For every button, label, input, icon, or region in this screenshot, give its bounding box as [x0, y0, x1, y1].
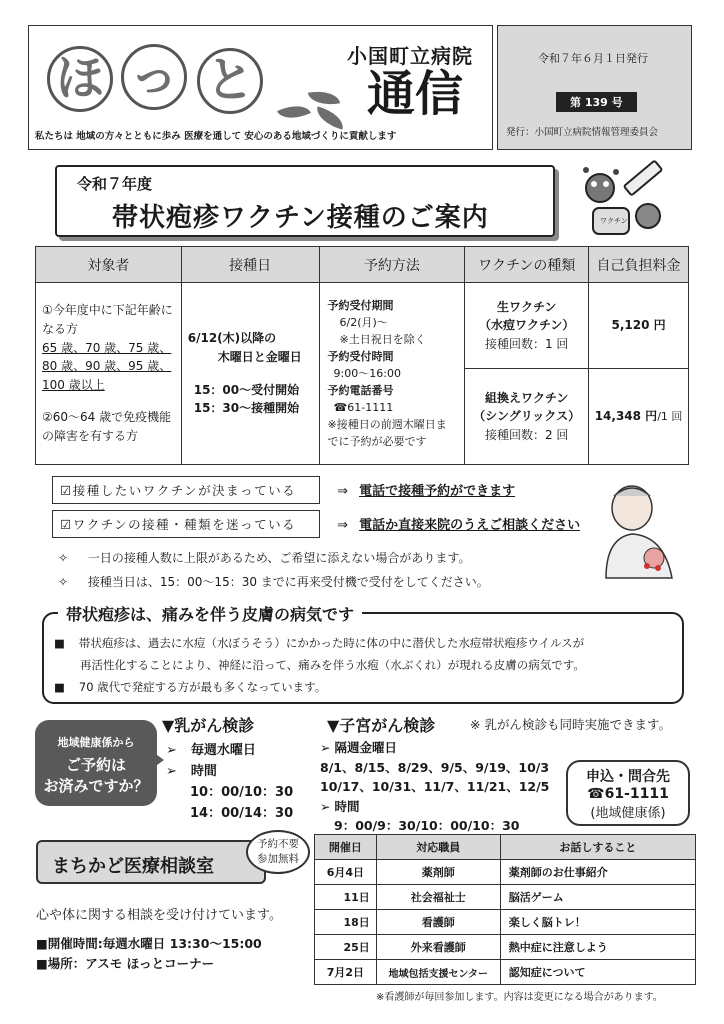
target-cell: [36, 283, 182, 465]
uterine-title: ▼子宮がん検診: [327, 716, 436, 735]
date-main: 6/12(木)以降の: [187, 331, 277, 346]
vaccine-year: 令和７年度: [77, 175, 153, 193]
shingles-body: [54, 632, 585, 698]
resv-phone: ☎61-1111: [333, 401, 394, 415]
header-date: 接種日: [181, 247, 319, 283]
header-fee: 自己負担料金: [589, 247, 689, 283]
consult-header-topic: お話しすること: [500, 835, 695, 860]
reservation-cell: [319, 283, 465, 465]
issue-number: 第 139 号: [556, 92, 637, 112]
logo-char-tsu: っ: [121, 44, 187, 110]
arrow-icon: ➢: [320, 740, 331, 755]
consult-topic: 楽しく脳トレ！: [500, 910, 695, 935]
date-cell: [181, 283, 319, 465]
consult-badge: [246, 830, 310, 874]
vaccine-recomb-name: 組換えワクチン: [485, 390, 569, 405]
patient-illustration: [592, 480, 687, 580]
consult-desc: 心や体に関する相談を受け付けています。: [36, 908, 282, 923]
callout-reservation: [35, 720, 157, 806]
uterine-details: [320, 738, 549, 836]
consult-staff: 地域包括支援センター: [376, 960, 500, 985]
consult-header-date: 開催日: [315, 835, 377, 860]
tagline: 私たちは 地域の方々とともに歩み 医療を通して 安心のある地域づくりに貢献します: [35, 131, 397, 142]
shingles-b1-line1: 帯状疱疹は、過去に水痘（水ぼうそう）にかかった時に体の中に潜伏した水痘帯状疱疹ウイルスが: [78, 636, 585, 650]
reception-time: 15：00～受付開始: [193, 382, 300, 397]
consult-time: ■開催時間:毎週水曜日 13:30～15:00: [36, 936, 262, 951]
uterine-dates-1: 8/1、8/15、8/29、9/5、9/19、10/3: [320, 759, 550, 775]
resv-phone-label: 予約電話番号: [327, 384, 394, 398]
callout-pointer: [150, 750, 164, 770]
vaccine-icon-label: ワクチン: [600, 217, 628, 225]
callout-line1: 地域健康係から: [57, 736, 135, 749]
resv-period-note: ※土日祝日を除く: [339, 332, 426, 346]
leaf-icon: [269, 86, 359, 126]
badge-line2: 参加無料: [257, 853, 299, 865]
vaccine-title-box: [55, 165, 555, 237]
masthead-issue-panel: [497, 25, 692, 150]
check-box-decided: ☑接種したいワクチンが決まっている: [52, 476, 320, 504]
logo-char-to: と: [197, 48, 263, 114]
logo-char-ho: ほ: [47, 46, 113, 112]
uterine-times: 9：00/9：30/10：00/10：30: [334, 818, 520, 833]
consult-table: [314, 834, 696, 985]
vaccine-recomb-sub: （シングリックス）: [473, 409, 581, 424]
bullet-icon: ■: [54, 680, 65, 694]
consult-topic: 薬剤師のお仕事紹介: [500, 860, 695, 885]
header-reservation: 予約方法: [319, 247, 465, 283]
callout-line2: ご予約は: [65, 756, 126, 774]
publisher: 発行：小国町立病院情報管理委員会: [506, 127, 659, 138]
check-box-undecided: ☑ワクチンの接種・種類を迷っている: [52, 510, 320, 538]
target-ages: 65 歳、70 歳、75 歳、80 歳、90 歳、95 歳、100 歳以上: [42, 340, 172, 392]
resv-time: 9:00～16:00: [333, 366, 401, 380]
note-2-text: 接種当日は、15：00～15：30 までに再来受付機で受付をしてください。: [87, 575, 489, 589]
breast-time-2: 14：00/14：30: [190, 806, 294, 821]
date-days: 木曜日と金曜日: [217, 349, 302, 364]
contact-dept: (地域健康係): [590, 806, 666, 821]
uterine-note: ※ 乳がん検診も同時実施できます。: [470, 717, 671, 732]
vaccine-table: [35, 246, 689, 465]
consult-staff: 看護師: [376, 910, 500, 935]
uterine-day: 隔週金曜日: [334, 740, 397, 755]
note-1: [58, 549, 470, 566]
check-row-2: [52, 510, 580, 538]
consult-topic: 認知症について: [500, 960, 695, 985]
resv-time-label: 予約受付時間: [327, 349, 394, 363]
vaccine-live-count: 接種回数：1 回: [484, 336, 569, 351]
header-target: 対象者: [36, 247, 182, 283]
consult-date: 6月4日: [315, 860, 377, 885]
consult-date: 11日: [315, 885, 377, 910]
resv-period-label: 予約受付期間: [327, 298, 394, 312]
breast-day: 毎週水曜日: [190, 743, 256, 758]
consult-date: 7月2日: [315, 960, 377, 985]
consult-place: ■場所：アスモ ほっとコーナー: [36, 956, 215, 971]
vaccine-recomb-cell: [465, 369, 589, 465]
consult-topic: 熱中症に注意しよう: [500, 935, 695, 960]
shingles-heading: 帯状疱疹は、痛みを伴う皮膚の病気です: [58, 602, 362, 625]
issue-date: 令和７年６月１日発行: [538, 52, 648, 65]
uterine-dates-2: 10/17、10/31、11/7、11/21、12/5: [320, 779, 550, 794]
vaccine-live-price: 5,120 円: [589, 283, 689, 369]
consult-date: 18日: [315, 910, 377, 935]
resv-period: 6/2(月)～: [339, 315, 388, 329]
arrow-icon: ➢: [166, 764, 177, 779]
note-1-text: 一日の接種人数に上限があるため、ご希望に添えない場合があります。: [87, 551, 471, 565]
table-row: [315, 910, 696, 935]
check-result-2: 電話か直接来院のうえご相談ください: [359, 518, 581, 533]
masthead-title-panel: [28, 25, 493, 150]
consult-title: まちかど医療相談室: [52, 856, 214, 877]
check-arrow-1: ⇒: [337, 484, 348, 499]
note-1-mark: ✧: [58, 551, 69, 565]
check-arrow-2: ⇒: [337, 518, 348, 533]
vaccine-recomb-count: 接種回数：2 回: [484, 427, 569, 442]
consult-topic: 脳活ゲーム: [500, 885, 695, 910]
table-row: [315, 960, 696, 985]
header-vaccine-type: ワクチンの種類: [465, 247, 589, 283]
contact-phone: ☎61-1111: [587, 786, 669, 802]
breast-time-1: 10：00/10：30: [190, 785, 294, 800]
check-result-1: 電話で接種予約ができます: [359, 484, 516, 499]
table-row: [315, 885, 696, 910]
consult-staff: 外来看護師: [376, 935, 500, 960]
note-2-mark: ✧: [58, 575, 69, 589]
check-row-1: [52, 476, 515, 504]
vaccine-recomb-price: 14,348 円: [594, 409, 658, 424]
vaccine-icon: [568, 158, 678, 240]
vaccine-title: 帯状疱疹ワクチン接種のご案内: [112, 203, 489, 233]
target-1: ①今年度中に下記年齢になる方: [42, 303, 173, 337]
resv-note: ※接種日の前週木曜日までに予約が必要です: [327, 418, 447, 449]
uterine-time-label: 時間: [334, 798, 360, 814]
table-row: [315, 860, 696, 885]
badge-line1: 予約不要: [257, 838, 299, 850]
breast-time-label: 時間: [190, 764, 217, 779]
newsletter-title: 通信: [367, 66, 464, 122]
injection-time: 15：30～接種開始: [193, 401, 300, 416]
vaccine-recomb-price-cell: [589, 369, 689, 465]
consult-staff: 薬剤師: [376, 860, 500, 885]
arrow-icon: ➢: [320, 798, 331, 814]
arrow-icon: ➢: [166, 743, 177, 758]
target-2: ②60～64 歳で免疫機能の障害を有する方: [42, 410, 172, 443]
shingles-b2: 70 歳代で発症する方が最も多くなっています。: [78, 680, 327, 694]
consult-header-staff: 対応職員: [376, 835, 500, 860]
bullet-icon: ■: [54, 636, 65, 650]
shingles-b1-line2: 再活性化することにより、神経に沿って、痛みを伴う水疱（水ぶくれ）が現れる皮膚の病気です。: [80, 658, 585, 672]
callout-line3: お済みですか？: [43, 777, 149, 795]
contact-box: [566, 760, 690, 826]
breast-title: ▼乳がん検診: [162, 716, 255, 735]
vaccine-live-sub: （水痘ワクチン）: [479, 318, 575, 333]
hospital-name: 小国町立病院: [347, 44, 473, 68]
breast-details: [166, 740, 293, 824]
consult-footnote: ※看護師が毎回参加します。内容は変更になる場合があります。: [376, 992, 663, 1003]
contact-title: 申込・問合先: [586, 769, 670, 785]
consult-staff: 社会福祉士: [376, 885, 500, 910]
vaccine-live-cell: [465, 283, 589, 369]
note-2: [58, 573, 489, 590]
consult-date: 25日: [315, 935, 377, 960]
consult-title-box: [36, 840, 266, 884]
table-row: [315, 935, 696, 960]
vaccine-live-name: 生ワクチン: [497, 299, 557, 314]
vaccine-recomb-price-unit: /1 回: [657, 410, 683, 424]
